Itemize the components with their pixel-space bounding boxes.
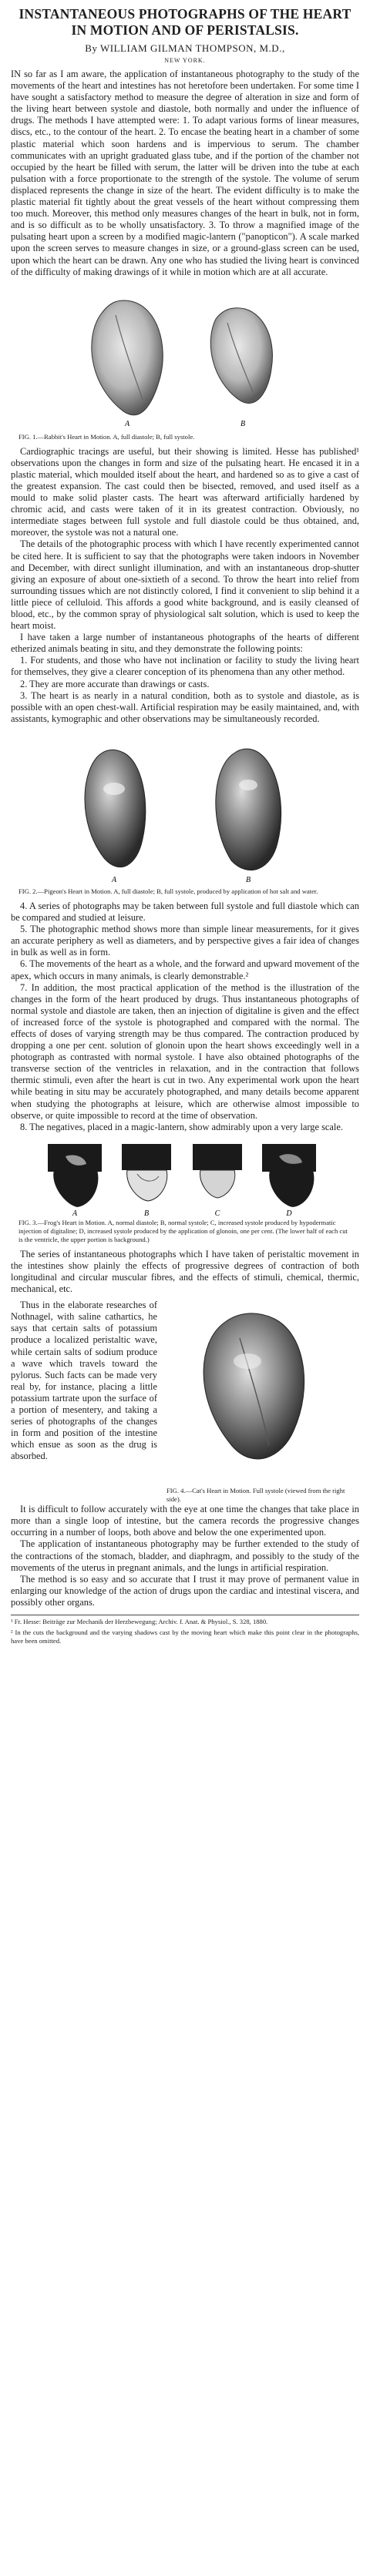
paragraph-follow-loops: It is difficult to follow accurately with the eye at one time the changes that take place in more than a single loop of intestine, but the camera records the progressive changes occurring in a number of loops, both above and below the one experimented upon. bbox=[11, 1504, 359, 1538]
figure-2-label-b: B bbox=[245, 875, 251, 884]
article-byline: By WILLIAM GILMAN THOMPSON, M.D., bbox=[85, 42, 285, 54]
paragraph-point-2: 2. They are more accurate than drawings or casts. bbox=[20, 678, 210, 689]
paragraph-nothnagel: Thus in the elaborate researches of Nothnagel, with saline cathartics, he says that certain salts of potassium produce a localized peristaltic wave, while certain salts of sodium produce a wave which travels toward the pylorus. Such facts can be made very real by, for instance, placing a little potassium tartrate upon the surface of a portion of mesentery, and taking a series of photographs of the changes in form and position of the intestine which ensue as soon as the drug is absorbed. bbox=[11, 1300, 157, 1462]
frog-heart-a-image bbox=[48, 1144, 102, 1207]
footnote-2: ² In the cuts the background and the varying shadows cast by the moving heart which make this point clear in the photographs, have been omitted. bbox=[11, 1628, 359, 1645]
paragraph-intro: IN so far as I am aware, the application of instantaneous photography to the study of the movements of the heart and intestines has not heretofore been undertaken. For some time I have sought a satisfactory method to measure the degree of alteration in size and form of the living heart between systole and diastole, both normally and under the influence of drugs. The methods I have attempted were: 1. To adapt various forms of linear measures, discs, etc., to the contour of the heart. 2. To encase the beating heart in a chamber of some plastic material which soon hardens and is impervious to serum. The chamber communicates with an upright graduated glass tube, and if the portion of the chamber not occupied by the heart be filled with serum, the latter will be driven into the tube at each pulsation with a force proportionate to the strength of the systole. The volume of serum displaced represents the change in size of the heart. The evident difficulty is to make the plastic material fit tightly about the great vessels of the heart without compressing them too much. Moreover, this method only measures changes of the heart in bulk, not in form, and is so difficult as to be wholly unsatisfactory. 3. To throw a magnified image of the pulsating heart upon a screen by a modified magic-lantern ("panopticon"). A scale marked upon the screen serves to measure changes in size, or a ground-glass screen can be used, upon which the heart can be drawn. Any one who has studied the living heart is convinced of the difficulty of making drawings of it while in motion which are at all accurate. bbox=[11, 69, 359, 277]
figure-1-label-a: A bbox=[124, 419, 130, 428]
article-title: INSTANTANEOUS PHOTOGRAPHS OF THE HEART IN MOTION AND OF PERISTALSIS. bbox=[18, 6, 352, 38]
paragraph-process: The details of the photographic process with which I have recently experimented cannot be cited here. It is sufficient to say that the photographs were taken indoors in November and December, with direct sunlight illumination, and with an instantaneous drop-shutter giving an exposure of about one-sixtieth of a second. To throw the heart into relief from surrounding tissues which are not distinctly colored, I find it convenient to slip behind it a little piece of celluloid. This affords a good white background, and is easily cleansed of blood, etc., by the common spray of physiological salt solution, which is used to keep the heart moist. bbox=[11, 538, 359, 632]
figure-4-block bbox=[11, 1300, 359, 1504]
figure-1-illustration bbox=[69, 284, 301, 431]
figure-2-illustration bbox=[46, 731, 324, 885]
paragraph-point-4: 4. A series of photographs may be taken between full systole and full diastole which can be compared and studied at leisure. bbox=[11, 900, 359, 924]
paragraph-point-8: 8. The negatives, placed in a magic-lantern, show admirably upon a very large scale. bbox=[20, 1121, 343, 1132]
figure-4 bbox=[166, 1300, 359, 1504]
figure-1-caption: FIG. 1.—Rabbit's Heart in Motion. A, full diastole; B, full systole. bbox=[18, 432, 195, 441]
footnote-1: ¹ Fr. Hesse: Beiträge zur Mechanik der Herzbewegung; Archiv. f. Anat. & Physiol., S. 328, 1880. bbox=[11, 1618, 268, 1626]
figure-3 bbox=[11, 1139, 359, 1244]
rabbit-heart-diastole-image bbox=[92, 300, 163, 415]
article-city: NEW YORK. bbox=[164, 57, 206, 64]
figure-4-caption: FIG. 4.—Cat's Heart in Motion. Full systole (viewed from the right side). bbox=[166, 1487, 345, 1504]
paragraph-further-application: The application of instantaneous photography may be further extended to the study of the contractions of the stomach, bladder, and diaphragm, and possibly to the study of the movements of the uterus in pregnant animals, and the lungs in artificial respiration. bbox=[11, 1538, 359, 1573]
frog-heart-d-image bbox=[262, 1144, 316, 1207]
paragraph-point-1: 1. For students, and those who have not inclination or facility to study the living heart for themselves, they give a clearer conception of its phenomena than any other method. bbox=[11, 655, 359, 678]
figure-3-label-c: C bbox=[214, 1209, 220, 1216]
figure-2-label-a: A bbox=[111, 875, 117, 884]
figure-1-label-b: B bbox=[240, 419, 246, 428]
rabbit-heart-systole-image bbox=[210, 307, 272, 403]
paragraph-peristalsis: The series of instantaneous photographs which I have taken of peristaltic movement in the intestines show plainly the effects of progressive degrees of contraction of both longitudinal and circular muscular fibres, and the effects of stimuli, chemical, thermic, mechanical, etc. bbox=[11, 1248, 359, 1295]
frog-heart-b-image bbox=[122, 1144, 171, 1201]
figure-3-caption: FIG. 3.—Frog's Heart in Motion. A, normal diastole; B, normal systole; C, increased systole produced by hypodermatic injection of digitaline; D, increased systole produced by the application of glonoin, one per cent. (The lower half of each cut is the ventricle, the upper portion is background.) bbox=[18, 1218, 348, 1243]
footnotes bbox=[11, 1615, 359, 1645]
cat-heart-image bbox=[170, 1300, 355, 1484]
figure-2 bbox=[11, 731, 359, 896]
figure-3-label-d: D bbox=[286, 1209, 292, 1216]
figure-3-label-a: A bbox=[72, 1209, 78, 1216]
figure-1 bbox=[11, 284, 359, 441]
paragraph-cardiographic: Cardiographic tracings are useful, but their showing is limited. Hesse has published¹ observations upon the changes in form and size of the pulsating heart. He encased it in a plastic material, which moulded itself about the heart, and hardened so as to give a cast of the greatest expansion. The cast could then be bisected, removed, and used itself as a mould to make solid plaster casts. The heart was afterward artificially hardened by chromic acid, and casts were taken of it in its greatest contraction. Obviously, no intermediate stages between full systole and full diastole could be thus obtained, and, moreover, the systole was not a natural one. bbox=[11, 445, 359, 538]
paragraph-point-6: 6. The movements of the heart as a whole, and the forward and upward movement of the apex, which occurs in many animals, is clearly demonstrable.² bbox=[11, 958, 359, 981]
figure-2-caption: FIG. 2.—Pigeon's Heart in Motion. A, full diastole; B, full systole, produced by application of hot salt and water. bbox=[18, 887, 318, 895]
paragraph-points-intro: I have taken a large number of instantaneous photographs of the hearts of different etherized animals beating in situ, and they demonstrate the following points: bbox=[11, 632, 359, 655]
paragraph-point-7: 7. In addition, the most practical application of the method is the illustration of the changes in the form of the heart produced by drugs. Thus instantaneous photographs of normal systole and diastole are taken, then an injection of digitaline is given and the effect of increased force of the systole is photographed and compared with the normal. The effects of doses of varying strength may be thus compared. The contraction produced by dropping a one per cent. solution of glonoin upon the heart shows exceedingly well in a photograph as contrasted with normal systole. I have also obtained photographs of the transverse section of the ventricles in relaxation, and in the contraction that follows thermic stimuli, even after the heart is cut in two. Any experimental work upon the heart while beating in situ may be accurately photographed, and many details become apparent when studying the photographs at leisure, which are otherwise almost impossible to observe, or quite impossible to record at the time of observation. bbox=[11, 981, 359, 1121]
frog-heart-c-image bbox=[193, 1144, 242, 1198]
figure-3-label-b: B bbox=[143, 1209, 150, 1216]
paragraph-point-5: 5. The photographic method shows more than simple linear measurements, for it gives an accurate periphery as well as diameters, and by perspective gives a fair idea of changes in bulk as well as in form. bbox=[11, 924, 359, 958]
paragraph-conclusion: The method is so easy and so accurate that I trust it may prove of permanent value in enlarging our knowledge of the action of drugs upon the cardiac and intestinal viscera, and possibly other organs. bbox=[11, 1573, 359, 1608]
figure-3-illustration bbox=[31, 1139, 339, 1216]
paragraph-point-3: 3. The heart is as nearly in a natural condition, both as to systole and diastole, as is possible with an open chest-wall. Artificial respiration may be easily maintained, and, with assistants, kymographic and other observations may be simultaneously recorded. bbox=[11, 689, 359, 724]
pigeon-heart-systole-image bbox=[216, 749, 281, 870]
pigeon-heart-diastole-image bbox=[85, 750, 146, 867]
